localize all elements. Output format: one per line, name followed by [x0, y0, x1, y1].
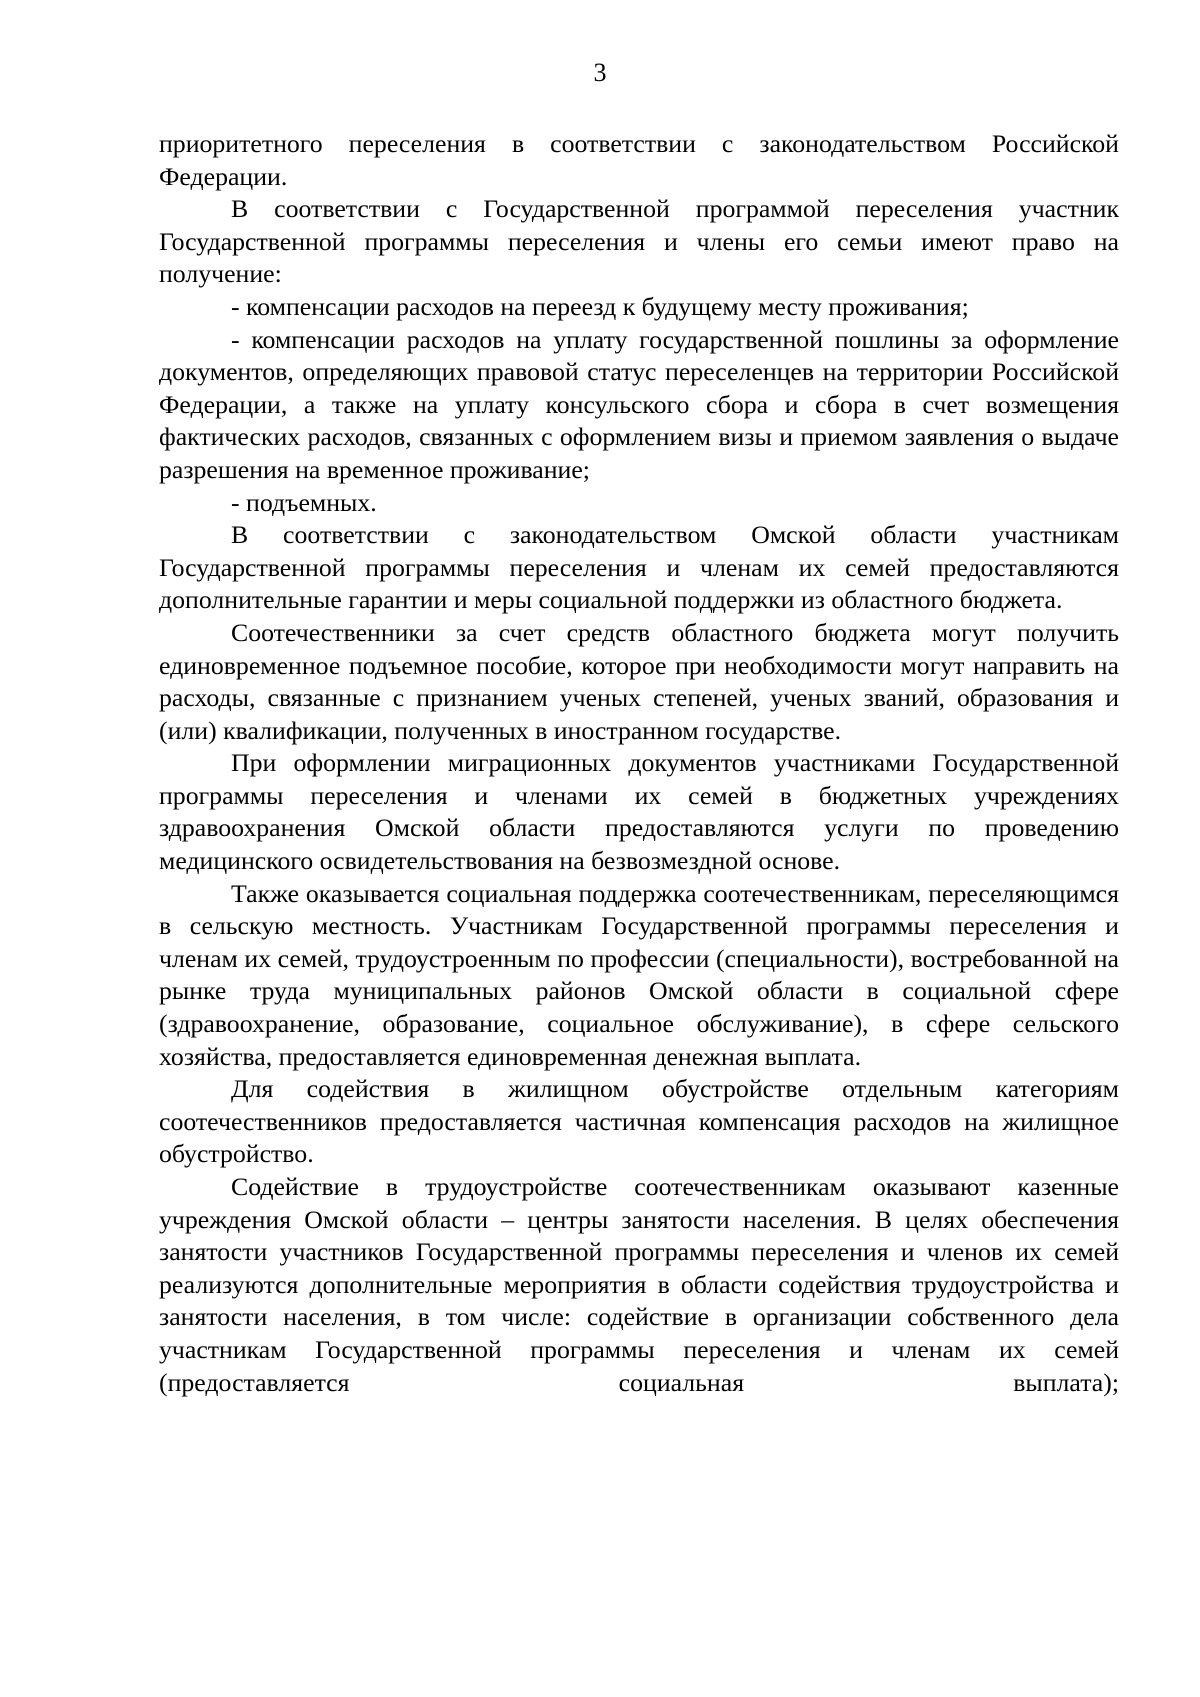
paragraph-entitlements-intro: В соответствии с Государственной программой переселения участник Государственной программы переселения и члены его семьи имеют право на получение: [159, 194, 1119, 289]
paragraph-regional-guarantees: В соответствии с законодательством Омской области участникам Государственной программы переселения и членам их семей предоставляются дополнительные гарантии и меры социальной поддержки из областного бюджета. [159, 520, 1119, 615]
list-item-fees-compensation: - компенсации расходов на уплату государственной пошлины за оформление документов, определяющих правовой статус переселенцев на территории Российской Федерации, а также на уплату консульского сбора и сбора в счет возмещения фактических расходов, связанных с оформлением визы и приемом заявления о выдаче разрешения на временное проживание; [159, 324, 1119, 484]
document-body [159, 128, 1119, 1399]
paragraph-medical-examination: При оформлении миграционных документов участниками Государственной программы переселения и членами их семей в бюджетных учреждениях здравоохранения Омской области предоставляются услуги по проведению медицинского освидетельствования на безвозмездной основе. [159, 748, 1119, 876]
paragraph-employment-assistance: Содействие в трудоустройстве соотечественникам оказывают казенные учреждения Омской области – центры занятости населения. В целях обеспечения занятости участников Государственной программы переселения и членов их семей реализуются дополнительные мероприятия в области содействия трудоустройства и занятости населения, в том числе: содействие в организации собственного дела участникам Государственной программы переселения и членам их семей (предоставляется социальная выплата); [159, 1172, 1119, 1397]
paragraph-lump-sum-allowance: Соотечественники за счет средств областного бюджета могут получить единовременное подъемное пособие, которое при необходимости могут направить на расходы, связанные с признанием ученых степеней, ученых званий, образования и (или) квалификации, полученных в иностранном государстве. [159, 617, 1119, 745]
paragraph-housing-compensation: Для содействия в жилищном обустройстве отдельным категориям соотечественников предоставляется частичная компенсация расходов на жилищное обустройство. [159, 1074, 1119, 1169]
page-number: 3 [593, 58, 607, 87]
list-item-relocation-compensation: - компенсации расходов на переезд к будущему месту проживания; [231, 291, 969, 321]
paragraph-rural-support: Также оказывается социальная поддержка соотечественникам, переселяющимся в сельскую местность. Участникам Государственной программы переселения и членам их семей, трудоустроенным по профессии (специальности), востребованной на рынке труда муниципальных районов Омской области в социальной сфере (здравоохранение, образование, социальное обслуживание), в сфере сельского хозяйства, предоставляется единовременная денежная выплата. [159, 878, 1119, 1071]
paragraph-continuation: приоритетного переселения в соответствии с законодательством Российской Федерации. [159, 129, 1119, 191]
list-item-lifting-allowance: - подъемных. [231, 487, 377, 517]
